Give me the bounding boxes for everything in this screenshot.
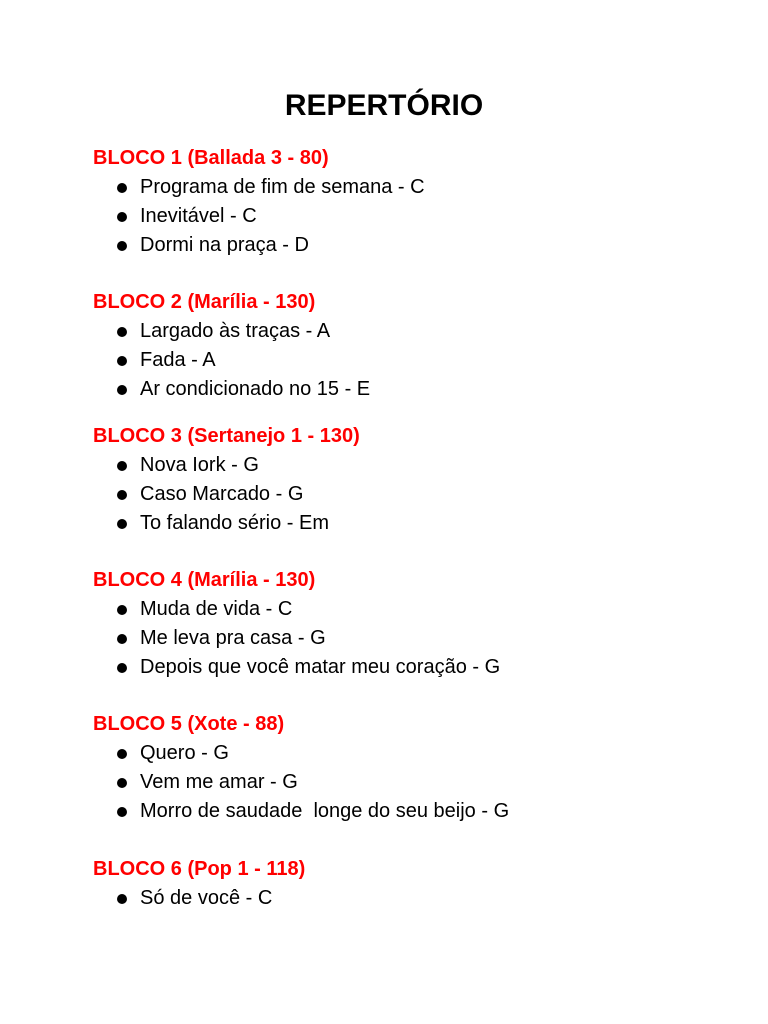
bullet-icon <box>117 461 127 471</box>
song-label: Ar condicionado no 15 - E <box>140 378 371 400</box>
list-item <box>93 375 733 404</box>
list-item <box>93 509 733 538</box>
bullet-icon <box>117 183 127 193</box>
list-item <box>93 231 733 260</box>
block-4 <box>93 566 733 682</box>
bullet-icon <box>117 385 127 395</box>
bullet-icon <box>117 327 127 337</box>
bullet-icon <box>117 634 127 644</box>
block-heading: BLOCO 6 (Pop 1 - 118) <box>93 858 306 880</box>
list-item <box>93 173 733 202</box>
bullet-icon <box>117 749 127 759</box>
list-item <box>93 884 733 913</box>
song-list <box>93 451 733 538</box>
list-item <box>93 202 733 231</box>
song-label: Quero - G <box>140 742 229 764</box>
bullet-icon <box>117 807 127 817</box>
block-heading: BLOCO 2 (Marília - 130) <box>93 291 316 313</box>
block-3 <box>93 422 733 538</box>
bullet-icon <box>117 212 127 222</box>
bullet-icon <box>117 490 127 500</box>
list-item <box>93 653 733 682</box>
block-heading: BLOCO 3 (Sertanejo 1 - 130) <box>93 425 360 447</box>
block-heading: BLOCO 1 (Ballada 3 - 80) <box>93 147 329 169</box>
page-title: REPERTÓRIO <box>284 89 484 122</box>
song-label: Vem me amar - G <box>140 771 298 793</box>
list-item <box>93 797 733 826</box>
song-label: To falando sério - Em <box>140 512 329 534</box>
song-list <box>93 173 733 260</box>
song-label: Nova Iork - G <box>140 454 259 476</box>
list-item <box>93 451 733 480</box>
list-item <box>93 739 733 768</box>
song-label: Me leva pra casa - G <box>140 627 326 649</box>
block-heading: BLOCO 5 (Xote - 88) <box>93 713 285 735</box>
block-6 <box>93 855 733 913</box>
list-item <box>93 317 733 346</box>
song-label: Inevitável - C <box>140 205 257 227</box>
bullet-icon <box>117 605 127 615</box>
list-item <box>93 595 733 624</box>
song-list <box>93 739 733 826</box>
bullet-icon <box>117 241 127 251</box>
list-item <box>93 480 733 509</box>
list-item <box>93 768 733 797</box>
block-2 <box>93 288 733 404</box>
block-heading: BLOCO 4 (Marília - 130) <box>93 569 316 591</box>
block-1 <box>93 144 733 260</box>
song-label: Morro de saudade longe do seu beijo - G <box>140 800 510 822</box>
song-list <box>93 595 733 682</box>
song-label: Caso Marcado - G <box>140 483 304 505</box>
song-label: Programa de fim de semana - C <box>140 176 425 198</box>
song-label: Dormi na praça - D <box>140 234 309 256</box>
block-5 <box>93 710 733 826</box>
bullet-icon <box>117 894 127 904</box>
song-list <box>93 317 733 404</box>
song-label: Fada - A <box>140 349 216 371</box>
list-item <box>93 346 733 375</box>
song-label: Muda de vida - C <box>140 598 293 620</box>
song-label: Depois que você matar meu coração - G <box>140 656 501 678</box>
bullet-icon <box>117 778 127 788</box>
song-label: Só de você - C <box>140 887 273 909</box>
song-list <box>93 884 733 913</box>
bullet-icon <box>117 663 127 673</box>
bullet-icon <box>117 519 127 529</box>
list-item <box>93 624 733 653</box>
bullet-icon <box>117 356 127 366</box>
song-label: Largado às traças - A <box>140 320 331 342</box>
